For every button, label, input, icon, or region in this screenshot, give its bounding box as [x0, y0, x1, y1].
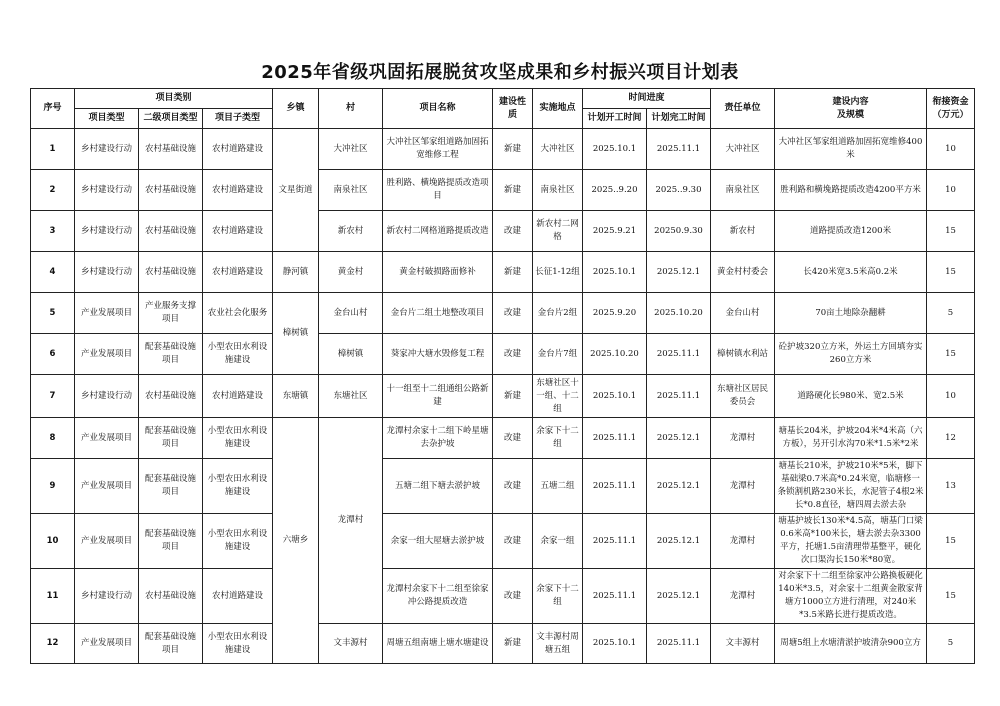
cell-nature: 新建	[493, 375, 533, 418]
cell-project-name: 黄金村破损路面修补	[383, 252, 493, 293]
cell-project-name: 龙潭村余家下十二组至徐家冲公路提质改造	[383, 569, 493, 624]
cell-project-name: 葵家冲大塘水毁修复工程	[383, 334, 493, 375]
cell-location: 金台片2组	[533, 293, 583, 334]
cell-scale: 道路硬化长980米、宽2.5米	[775, 375, 927, 418]
cell-village: 龙潭村	[319, 418, 383, 624]
header-seq: 序号	[31, 89, 75, 129]
cell-funds: 10	[927, 129, 975, 170]
cell-funds: 13	[927, 459, 975, 514]
header-nature: 建设性质	[493, 89, 533, 129]
cell-seq: 2	[31, 170, 75, 211]
cell-nature: 改建	[493, 514, 533, 569]
cell-village: 金台山村	[319, 293, 383, 334]
cell-type: 产业发展项目	[75, 334, 139, 375]
table-row	[31, 334, 975, 375]
cell-child: 农业社会化服务	[203, 293, 273, 334]
cell-scale: 周塘5组上水塘清淤护坡清杂900立方	[775, 624, 927, 664]
cell-type: 乡村建设行动	[75, 129, 139, 170]
cell-nature: 改建	[493, 569, 533, 624]
cell-funds: 10	[927, 170, 975, 211]
header-funds	[927, 89, 975, 129]
cell-unit: 南泉社区	[711, 170, 775, 211]
document-title: 2025年省级巩固拓展脱贫攻坚成果和乡村振兴项目计划表	[261, 62, 739, 83]
cell-unit: 龙潭村	[711, 459, 775, 514]
cell-project-name: 十一组至十二组通组公路新建	[383, 375, 493, 418]
cell-sub2: 配套基础设施项目	[139, 334, 203, 375]
cell-scale: 塘基护坡长130米*4.5高，塘基门口梁0.6米高*100米长，塘去淤去杂3300平方，托塘1.5亩清理带基整平，硬化次口渠沟长150米*80宽。	[775, 514, 927, 569]
cell-child: 小型农田水利设施建设	[203, 459, 273, 514]
table-row	[31, 375, 975, 418]
cell-child: 农村道路建设	[203, 375, 273, 418]
cell-scale: 塘基长204米，护坡204米*4米高（六方板），另开引水沟70米*1.5米*2米	[775, 418, 927, 459]
header-end: 计划完工时间	[647, 109, 711, 129]
cell-child: 小型农田水利设施建设	[203, 418, 273, 459]
cell-scale: 70亩土地除杂翻耕	[775, 293, 927, 334]
cell-location: 文丰源村周塘五组	[533, 624, 583, 664]
cell-end: 2025..9.30	[647, 170, 711, 211]
cell-seq: 10	[31, 514, 75, 569]
cell-location: 新农村二网格	[533, 211, 583, 252]
cell-sub2: 农村基础设施	[139, 211, 203, 252]
cell-village: 文丰源村	[319, 624, 383, 664]
cell-location: 余家一组	[533, 514, 583, 569]
cell-type: 产业发展项目	[75, 459, 139, 514]
cell-location: 长征1-12组	[533, 252, 583, 293]
header-category-child: 项目子类型	[203, 109, 273, 129]
table-row	[31, 129, 975, 170]
cell-nature: 改建	[493, 459, 533, 514]
table-row	[31, 170, 975, 211]
cell-unit: 东塘社区居民委员会	[711, 375, 775, 418]
cell-nature: 新建	[493, 170, 533, 211]
cell-nature: 改建	[493, 293, 533, 334]
cell-nature: 新建	[493, 129, 533, 170]
cell-nature: 改建	[493, 418, 533, 459]
cell-town: 樟树镇	[273, 293, 319, 375]
cell-nature: 新建	[493, 252, 533, 293]
cell-end: 2025.12.1	[647, 514, 711, 569]
cell-location: 余家下十二组	[533, 569, 583, 624]
cell-child: 小型农田水利设施建设	[203, 334, 273, 375]
cell-start: 2025.9.21	[583, 211, 647, 252]
cell-project-name: 胜利路、横堍路提质改造项目	[383, 170, 493, 211]
cell-scale: 胜利路和横堍路提质改造4200平方米	[775, 170, 927, 211]
cell-start: 2025.10.1	[583, 252, 647, 293]
header-unit: 责任单位	[711, 89, 775, 129]
cell-funds: 12	[927, 418, 975, 459]
cell-location: 五塘二组	[533, 459, 583, 514]
cell-nature: 改建	[493, 334, 533, 375]
cell-unit: 樟树镇水利站	[711, 334, 775, 375]
cell-sub2: 农村基础设施	[139, 170, 203, 211]
cell-unit: 龙潭村	[711, 418, 775, 459]
header-schedule: 时间进度	[583, 89, 711, 109]
cell-start: 2025.10.20	[583, 334, 647, 375]
cell-nature: 新建	[493, 624, 533, 664]
cell-seq: 1	[31, 129, 75, 170]
table-row	[31, 514, 975, 569]
cell-end: 2025.12.1	[647, 459, 711, 514]
cell-scale: 砼护坡320立方米，外运土方回填夯实260立方米	[775, 334, 927, 375]
cell-town: 六塘乡	[273, 418, 319, 664]
cell-town: 文星街道	[273, 129, 319, 252]
cell-seq: 8	[31, 418, 75, 459]
table-row	[31, 418, 975, 459]
cell-end: 2025.10.20	[647, 293, 711, 334]
header-town: 乡镇	[273, 89, 319, 129]
cell-start: 2025.9.20	[583, 293, 647, 334]
cell-funds: 15	[927, 252, 975, 293]
cell-village: 黄金村	[319, 252, 383, 293]
cell-type: 乡村建设行动	[75, 569, 139, 624]
project-plan-table	[30, 88, 975, 664]
cell-child: 农村道路建设	[203, 129, 273, 170]
cell-sub2: 农村基础设施	[139, 129, 203, 170]
cell-sub2: 农村基础设施	[139, 569, 203, 624]
cell-seq: 4	[31, 252, 75, 293]
table-row	[31, 252, 975, 293]
cell-funds: 15	[927, 514, 975, 569]
cell-funds: 5	[927, 293, 975, 334]
cell-scale: 长420米宽3.5米高0.2米	[775, 252, 927, 293]
cell-end: 2025.11.1	[647, 129, 711, 170]
cell-unit: 龙潭村	[711, 569, 775, 624]
header-project-name: 项目名称	[383, 89, 493, 129]
header-scale-line1: 建设内容	[832, 96, 869, 107]
header-row-top	[31, 89, 975, 109]
cell-child: 农村道路建设	[203, 252, 273, 293]
cell-funds: 5	[927, 624, 975, 664]
cell-end: 2025.11.1	[647, 334, 711, 375]
cell-seq: 6	[31, 334, 75, 375]
header-funds-line1: 衔接资金	[932, 96, 969, 107]
header-funds-line2: （万元）	[932, 109, 969, 120]
cell-village: 南泉社区	[319, 170, 383, 211]
cell-start: 2025.10.1	[583, 129, 647, 170]
cell-type: 产业发展项目	[75, 514, 139, 569]
cell-scale: 大冲社区邹家组道路加固拓宽维修400米	[775, 129, 927, 170]
cell-seq: 3	[31, 211, 75, 252]
cell-project-name: 龙潭村余家十二组下岭星塘去杂护坡	[383, 418, 493, 459]
cell-start: 2025.11.1	[583, 569, 647, 624]
cell-start: 2025.11.1	[583, 514, 647, 569]
cell-project-name: 金台片二组土地整改项目	[383, 293, 493, 334]
cell-village: 大冲社区	[319, 129, 383, 170]
cell-town: 静河镇	[273, 252, 319, 293]
cell-child: 农村道路建设	[203, 569, 273, 624]
cell-sub2: 农村基础设施	[139, 375, 203, 418]
cell-child: 小型农田水利设施建设	[203, 624, 273, 664]
cell-child: 小型农田水利设施建设	[203, 514, 273, 569]
table-row	[31, 211, 975, 252]
table-row	[31, 293, 975, 334]
cell-nature: 改建	[493, 211, 533, 252]
cell-unit: 黄金村村委会	[711, 252, 775, 293]
table-row	[31, 624, 975, 664]
cell-child: 农村道路建设	[203, 170, 273, 211]
cell-end: 2025.12.1	[647, 418, 711, 459]
cell-sub2: 农村基础设施	[139, 252, 203, 293]
cell-project-name: 新农村二网格道路提质改造	[383, 211, 493, 252]
cell-unit: 龙潭村	[711, 514, 775, 569]
cell-unit: 大冲社区	[711, 129, 775, 170]
cell-seq: 12	[31, 624, 75, 664]
header-scale-line2: 及规模	[837, 109, 865, 120]
cell-start: 2025.10.1	[583, 624, 647, 664]
cell-type: 乡村建设行动	[75, 375, 139, 418]
header-scale	[775, 89, 927, 129]
header-village: 村	[319, 89, 383, 129]
cell-start: 2025.11.1	[583, 459, 647, 514]
cell-sub2: 配套基础设施项目	[139, 418, 203, 459]
cell-sub2: 配套基础设施项目	[139, 459, 203, 514]
cell-village: 新农村	[319, 211, 383, 252]
cell-location: 余家下十二组	[533, 418, 583, 459]
cell-project-name: 余家一组大屋塘去淤护坡	[383, 514, 493, 569]
cell-scale: 塘基长210米，护坡210米*5米，脚下基础梁0.7米高*0.24米宽，临塘修一条锁割机路230米长，水泥管子4根2米长*0.8直径，塘四周去淤去杂	[775, 459, 927, 514]
cell-funds: 15	[927, 569, 975, 624]
cell-end: 2025.11.1	[647, 624, 711, 664]
cell-child: 农村道路建设	[203, 211, 273, 252]
cell-sub2: 配套基础设施项目	[139, 514, 203, 569]
header-start: 计划开工时间	[583, 109, 647, 129]
cell-unit: 金台山村	[711, 293, 775, 334]
cell-funds: 15	[927, 211, 975, 252]
cell-scale: 对余家下十二组至徐家冲公路换板硬化140米*3.5，对余家十二组黄金散家背塘方1000立方进行清理，对240米*3.5米路长进行提质改造。	[775, 569, 927, 624]
cell-unit: 新农村	[711, 211, 775, 252]
cell-village: 樟树镇	[319, 334, 383, 375]
cell-scale: 道路提质改造1200米	[775, 211, 927, 252]
cell-seq: 7	[31, 375, 75, 418]
cell-location: 金台片7组	[533, 334, 583, 375]
cell-end: 2025.12.1	[647, 252, 711, 293]
cell-end: 2025.12.1	[647, 569, 711, 624]
cell-type: 乡村建设行动	[75, 170, 139, 211]
header-category-type: 项目类型	[75, 109, 139, 129]
cell-project-name: 大冲社区邹家组道路加固拓宽维修工程	[383, 129, 493, 170]
cell-location: 东塘社区十一组、十二组	[533, 375, 583, 418]
cell-location: 南泉社区	[533, 170, 583, 211]
cell-funds: 15	[927, 334, 975, 375]
cell-end: 2025.11.1	[647, 375, 711, 418]
cell-unit: 文丰源村	[711, 624, 775, 664]
cell-town: 东塘镇	[273, 375, 319, 418]
cell-end: 20250.9.30	[647, 211, 711, 252]
cell-type: 产业发展项目	[75, 418, 139, 459]
cell-seq: 5	[31, 293, 75, 334]
cell-sub2: 配套基础设施项目	[139, 624, 203, 664]
header-category: 项目类别	[75, 89, 273, 109]
cell-type: 产业发展项目	[75, 293, 139, 334]
cell-village: 东塘社区	[319, 375, 383, 418]
cell-type: 产业发展项目	[75, 624, 139, 664]
cell-start: 2025.11.1	[583, 418, 647, 459]
table-row	[31, 569, 975, 624]
cell-project-name: 五塘二组下塘去淤护坡	[383, 459, 493, 514]
cell-seq: 11	[31, 569, 75, 624]
cell-project-name: 周塘五组南塘上塘水塘建设	[383, 624, 493, 664]
cell-start: 2025..9.20	[583, 170, 647, 211]
cell-start: 2025.10.1	[583, 375, 647, 418]
cell-location: 大冲社区	[533, 129, 583, 170]
cell-funds: 10	[927, 375, 975, 418]
table-row	[31, 459, 975, 514]
cell-type: 乡村建设行动	[75, 252, 139, 293]
header-category-sub2: 二级项目类型	[139, 109, 203, 129]
cell-seq: 9	[31, 459, 75, 514]
cell-sub2: 产业服务支撑项目	[139, 293, 203, 334]
cell-type: 乡村建设行动	[75, 211, 139, 252]
header-location: 实施地点	[533, 89, 583, 129]
